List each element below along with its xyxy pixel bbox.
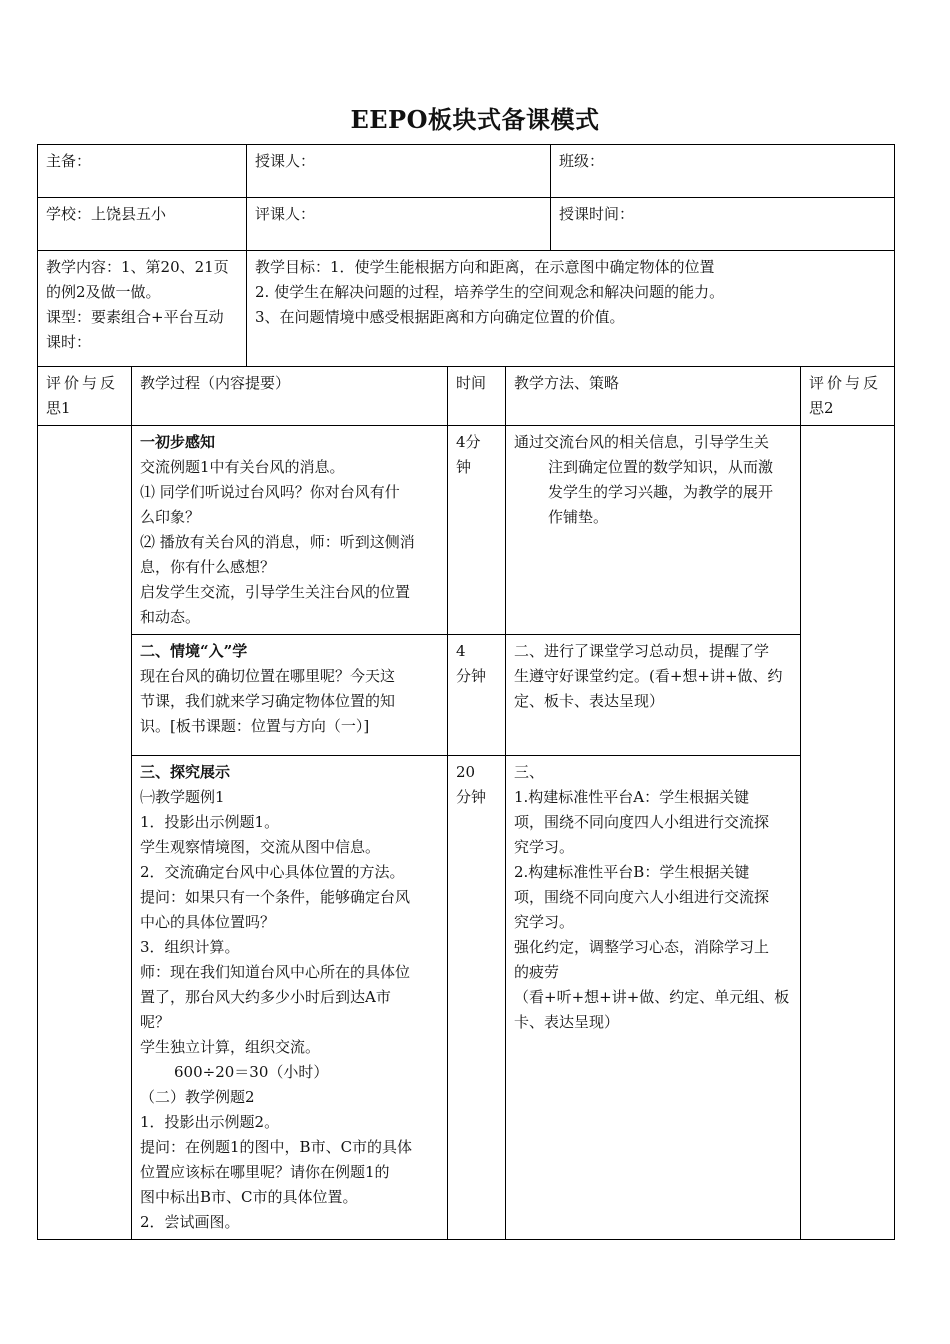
lesson-plan-table	[37, 366, 895, 1240]
process-line: 位置应该标在哪里呢？请你在例题1的	[140, 1163, 390, 1181]
lead-preparer-cell: 主备：	[38, 145, 247, 198]
time-line: 4	[456, 642, 466, 660]
school-cell: 学校：上饶县五小	[38, 198, 247, 251]
process-line: 学生独立计算，组织交流。	[140, 1038, 321, 1056]
method-line: 的疲劳	[514, 963, 560, 981]
method-line: 项，围绕不同向度六人小组进行交流探	[514, 888, 770, 906]
process-line: 置了，那台风大约多少小时后到达A市	[140, 988, 391, 1006]
process-line: ⑴ 同学们听说过台风吗？你对台风有什	[140, 483, 400, 501]
process-line: 启发学生交流，引导学生关注台风的位置	[140, 583, 411, 601]
method-line: 通过交流台风的相关信息，引导学生关	[514, 433, 770, 451]
process-line: 呢？	[140, 1013, 171, 1031]
method-cell	[506, 756, 801, 1240]
process-line: 提问：如果只有一个条件，能够确定台风	[140, 888, 411, 906]
process-line: 息，你有什么感想？	[140, 558, 276, 576]
method-header: 教学方法、策略	[506, 367, 801, 426]
lesson-info-cell	[38, 251, 247, 367]
process-cell	[132, 426, 448, 635]
time-cell	[448, 426, 506, 635]
process-line: 中心的具体位置吗？	[140, 913, 276, 931]
document-title: EEPO板块式备课模式	[350, 105, 600, 134]
process-line: 识。[板书课题：位置与方向（一）]	[140, 717, 370, 735]
process-line: 学生观察情境图，交流从图中信息。	[140, 838, 381, 856]
method-line: 生遵守好课堂约定。(看+想+讲+做、约	[514, 667, 783, 685]
method-line: 卡、表达呈现）	[514, 1013, 620, 1031]
teacher-cell: 授课人：	[247, 145, 551, 198]
time-line: 4分	[456, 433, 481, 451]
process-line: 1．投影出示例题2。	[140, 1113, 280, 1131]
reviewer-cell: 评课人：	[247, 198, 551, 251]
process-line: ㈠教学题例1	[140, 788, 225, 806]
time-cell	[448, 756, 506, 1240]
method-cell	[506, 635, 801, 756]
method-line: 究学习。	[514, 913, 575, 931]
process-line: 2．交流确定台风中心具体位置的方法。	[140, 863, 405, 881]
method-line: 发学生的学习兴趣，为教学的展开	[548, 483, 774, 501]
method-line: 强化约定，调整学习心态，消除学习上	[514, 938, 770, 956]
header-text: 思1	[46, 399, 71, 417]
method-line: 二、进行了课堂学习总动员，提醒了学	[514, 642, 770, 660]
section-heading: 一初步感知	[140, 433, 216, 451]
info-line: 课时：	[46, 333, 92, 351]
time-cell	[448, 635, 506, 756]
time-line: 钟	[456, 458, 472, 476]
process-line: 和动态。	[140, 608, 201, 626]
time-line: 分钟	[456, 788, 487, 806]
process-line: 节课，我们就来学习确定物体位置的知	[140, 692, 396, 710]
header-table	[37, 144, 895, 367]
time-line: 分钟	[456, 667, 487, 685]
header-text: 思2	[809, 399, 834, 417]
teaching-goals-cell	[247, 251, 895, 367]
section-heading: 三、探究展示	[140, 763, 231, 781]
header-text: 评价与反	[46, 374, 119, 392]
info-line: 的例2及做一做。	[46, 283, 161, 301]
goal-line: 3、在问题情境中感受根据距离和方向确定位置的价值。	[255, 308, 625, 326]
process-cell	[132, 635, 448, 756]
method-line: 注到确定位置的数学知识，从而激	[548, 458, 774, 476]
eval-reflection-1-cell	[38, 426, 132, 1240]
section-heading: 二、情境“入”学	[140, 642, 248, 660]
method-cell	[506, 426, 801, 635]
time-line: 20	[456, 763, 476, 781]
method-line: （看+听+想+讲+做、约定、单元组、板	[514, 988, 790, 1006]
info-line: 教学内容：1、第20、21页	[46, 258, 229, 276]
process-cell	[132, 756, 448, 1240]
goal-line: 教学目标：1．使学生能根据方向和距离，在示意图中确定物体的位置	[255, 258, 715, 276]
eval-reflection-2-header	[801, 367, 895, 426]
process-line: 交流例题1中有关台风的消息。	[140, 458, 345, 476]
method-line: 2.构建标准性平台B：学生根据关键	[514, 863, 750, 881]
lesson-time-cell: 授课时间：	[551, 198, 895, 251]
method-line: 作铺垫。	[548, 508, 609, 526]
method-line: 1.构建标准性平台A：学生根据关键	[514, 788, 750, 806]
process-line: 么印象？	[140, 508, 201, 526]
process-line: 1．投影出示例题1。	[140, 813, 280, 831]
process-line: 现在台风的确切位置在哪里呢？今天这	[140, 667, 396, 685]
time-header: 时间	[448, 367, 506, 426]
process-line: 2．尝试画图。	[140, 1213, 240, 1231]
calculation-line: 600÷20＝30（小时）	[174, 1063, 329, 1081]
process-line: ⑵ 播放有关台风的消息，师：听到这侧消	[140, 533, 415, 551]
eval-reflection-1-header	[38, 367, 132, 426]
process-line: 图中标出B市、C市的具体位置。	[140, 1188, 358, 1206]
process-line: 师：现在我们知道台风中心所在的具体位	[140, 963, 411, 981]
eval-reflection-2-cell	[801, 426, 895, 1240]
info-line: 课型：要素组合+平台互动	[46, 308, 224, 326]
method-line: 三、	[514, 763, 545, 781]
header-text: 评价与反	[809, 374, 882, 392]
process-header: 教学过程（内容提要）	[132, 367, 448, 426]
method-line: 定、板卡、表达呈现）	[514, 692, 665, 710]
method-line: 项，围绕不同向度四人小组进行交流探	[514, 813, 770, 831]
method-line: 究学习。	[514, 838, 575, 856]
class-cell: 班级：	[551, 145, 895, 198]
process-line: 提问：在例题1的图中，B市、C市的具体	[140, 1138, 413, 1156]
goal-line: 2. 使学生在解决问题的过程，培养学生的空间观念和解决问题的能力。	[255, 283, 725, 301]
process-line: 3．组织计算。	[140, 938, 240, 956]
process-line: （二）教学例题2	[140, 1088, 255, 1106]
